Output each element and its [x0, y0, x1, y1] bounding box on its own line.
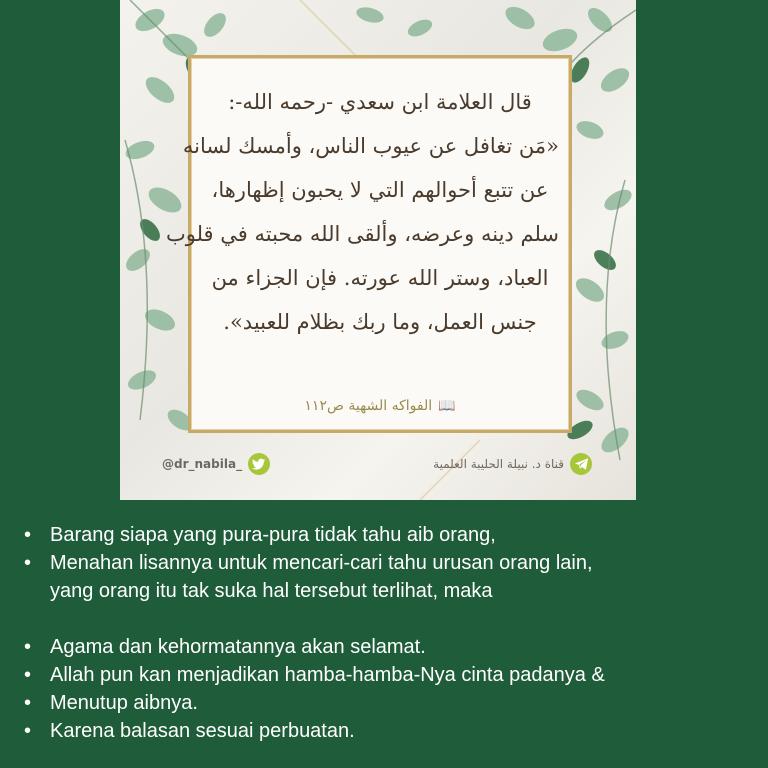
quote-card: [120, 0, 636, 500]
telegram-icon: [570, 453, 592, 475]
list-item-text: Barang siapa yang pura-pura tidak tahu aib orang,: [50, 524, 496, 546]
list-item: [24, 689, 764, 717]
book-icon: 📖: [438, 398, 456, 414]
bullet-icon: •: [24, 692, 32, 714]
bullet-icon: •: [24, 552, 32, 574]
source-text: الفواكه الشهية ص١١٢: [304, 398, 433, 414]
list-item-text: Agama dan kehormatannya akan selamat.: [50, 636, 426, 658]
list-item-text: Karena balasan sesuai perbuatan.: [50, 720, 355, 742]
quote-line: العباد، وستر الله عورته. فإن الجزاء من: [211, 266, 549, 290]
quote-line: قال العلامة ابن سعدي -رحمه الله-:: [228, 90, 532, 114]
quote-frame: [165, 55, 572, 433]
bullet-icon: •: [24, 636, 32, 658]
translation-list: [24, 521, 764, 745]
arabic-quote: [165, 80, 559, 344]
bullet-icon: •: [24, 524, 32, 546]
twitter-handle-area: [162, 453, 270, 475]
twitter-icon: [248, 453, 270, 475]
bullet-icon: •: [24, 664, 32, 686]
list-item-text: Allah pun kan menjadikan hamba-hamba-Nya cinta padanya &: [50, 664, 605, 686]
twitter-handle: @dr_nabila_: [162, 457, 243, 471]
quote-line: سلم دينه وعرضه، وألقى الله محبته في قلوب: [165, 222, 559, 246]
list-item: [24, 661, 764, 689]
telegram-channel-name: قناة د. نبيلة الحليبة العلمية: [433, 457, 564, 471]
list-item-text: Menahan lisannya untuk mencari-cari tahu urusan orang lain, yang orang itu tak suka hal tersebut terlihat, maka: [50, 552, 593, 602]
list-item: [24, 633, 764, 661]
quote-line: عن تتبع أحوالهم التي لا يحبون إظهارها،: [211, 178, 549, 202]
list-item: [24, 549, 764, 605]
quote-line: جنس العمل، وما ربك بظلام للعبيد».: [223, 310, 537, 334]
quote-line: «مَن تغافل عن عيوب الناس، وأمسك لسانه: [182, 134, 559, 158]
telegram-channel-area: [433, 453, 592, 475]
list-item-text: Menutup aibnya.: [50, 692, 198, 714]
list-item: [24, 521, 764, 549]
quote-source: [191, 398, 569, 414]
bullet-icon: •: [24, 720, 32, 742]
list-item: [24, 717, 764, 745]
